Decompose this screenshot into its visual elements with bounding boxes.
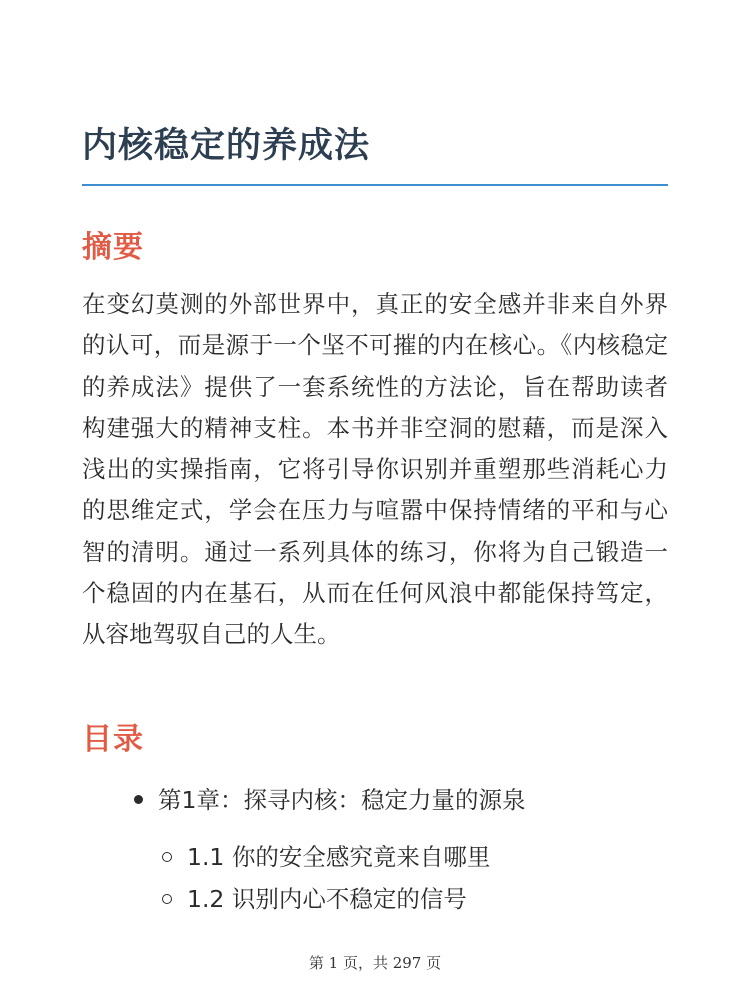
abstract-heading: 摘要 xyxy=(82,230,144,265)
toc-heading: 目录 xyxy=(82,722,144,757)
document-page xyxy=(82,0,668,1000)
bullet-icon xyxy=(134,795,143,804)
document-title: 内核稳定的养成法 xyxy=(82,126,371,166)
toc-section-label: 1.1 你的安全感究竟来自哪里 xyxy=(187,843,491,871)
hollow-bullet-icon xyxy=(162,894,172,904)
title-divider xyxy=(82,184,668,186)
toc-chapter-label: 第1章：探寻内核：稳定力量的源泉 xyxy=(158,786,526,814)
abstract-paragraph: 在变幻莫测的外部世界中，真正的安全感并非来自外界的认可，而是源于一个坚不可摧的内在核心。《内核稳定的养成法》提供了一套系统性的方法论，旨在帮助读者构建强大的精神支柱。本书并非空洞的慰藉，而是深入浅出的实操指南，它将引导你识别并重塑那些消耗心力的思维定式，学会在压力与喧嚣中保持情绪的平和与心智的清明。通过一系列具体的练习，你将为自己锻造一个稳固的内在基石，从而在任何风浪中都能保持笃定，从容地驾驭自己的人生。 xyxy=(82,290,668,649)
toc-section-label: 1.2 识别内心不稳定的信号 xyxy=(187,885,467,913)
hollow-bullet-icon xyxy=(162,852,172,862)
toc-chapter-item[interactable] xyxy=(134,781,525,815)
toc-section-item[interactable] xyxy=(162,838,490,872)
toc-section-item[interactable] xyxy=(162,880,467,914)
page-number: 第 1 页，共 297 页 xyxy=(308,954,442,972)
